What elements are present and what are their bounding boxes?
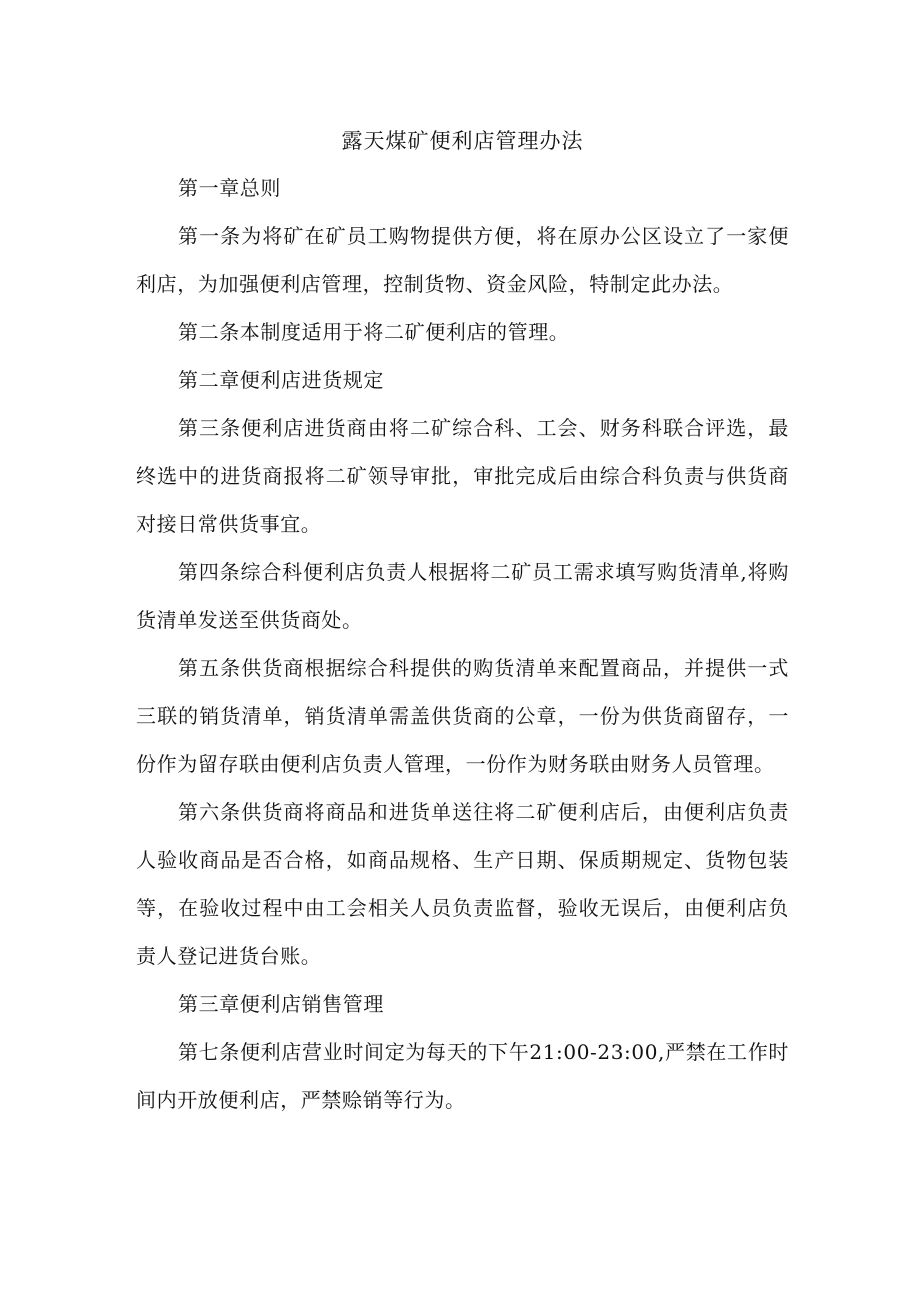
article-5: 第五条供货商根据综合科提供的购货清单来配置商品，并提供一式三联的销货清单，销货清单需盖供货商的公章，一份为供货商留存，一份作为留存联由便利店负责人管理，一份作为财务联由财务人员管理。 bbox=[136, 656, 789, 776]
article-1: 第一条为将矿在矿员工购物提供方便，将在原办公区设立了一家便利店，为加强便利店管理，控制货物、资金风险，特制定此办法。 bbox=[136, 224, 789, 296]
article-3: 第三条便利店进货商由将二矿综合科、工会、财务科联合评选，最终选中的进货商报将二矿领导审批，审批完成后由综合科负责与供货商对接日常供货事宜。 bbox=[136, 416, 789, 536]
article-7: 第七条便利店营业时间定为每天的下午21:00-23:00,严禁在工作时间内开放便利店，严禁赊销等行为。 bbox=[136, 1040, 789, 1112]
chapter-2-heading: 第二章便利店进货规定 bbox=[178, 368, 384, 392]
article-2: 第二条本制度适用于将二矿便利店的管理。 bbox=[178, 320, 570, 344]
article-6: 第六条供货商将商品和进货单送往将二矿便利店后，由便利店负责人验收商品是否合格，如商品规格、生产日期、保质期规定、货物包装等，在验收过程中由工会相关人员负责监督，验收无误后，由便利店负责人登记进货台账。 bbox=[136, 800, 789, 968]
chapter-3-heading: 第三章便利店销售管理 bbox=[178, 992, 384, 1016]
document-title: 露天煤矿便利店管理办法 bbox=[341, 129, 584, 153]
chapter-1-heading: 第一章总则 bbox=[178, 176, 281, 200]
article-4: 第四条综合科便利店负责人根据将二矿员工需求填写购货清单,将购货清单发送至供货商处。 bbox=[136, 560, 789, 632]
document-body bbox=[136, 118, 789, 1124]
